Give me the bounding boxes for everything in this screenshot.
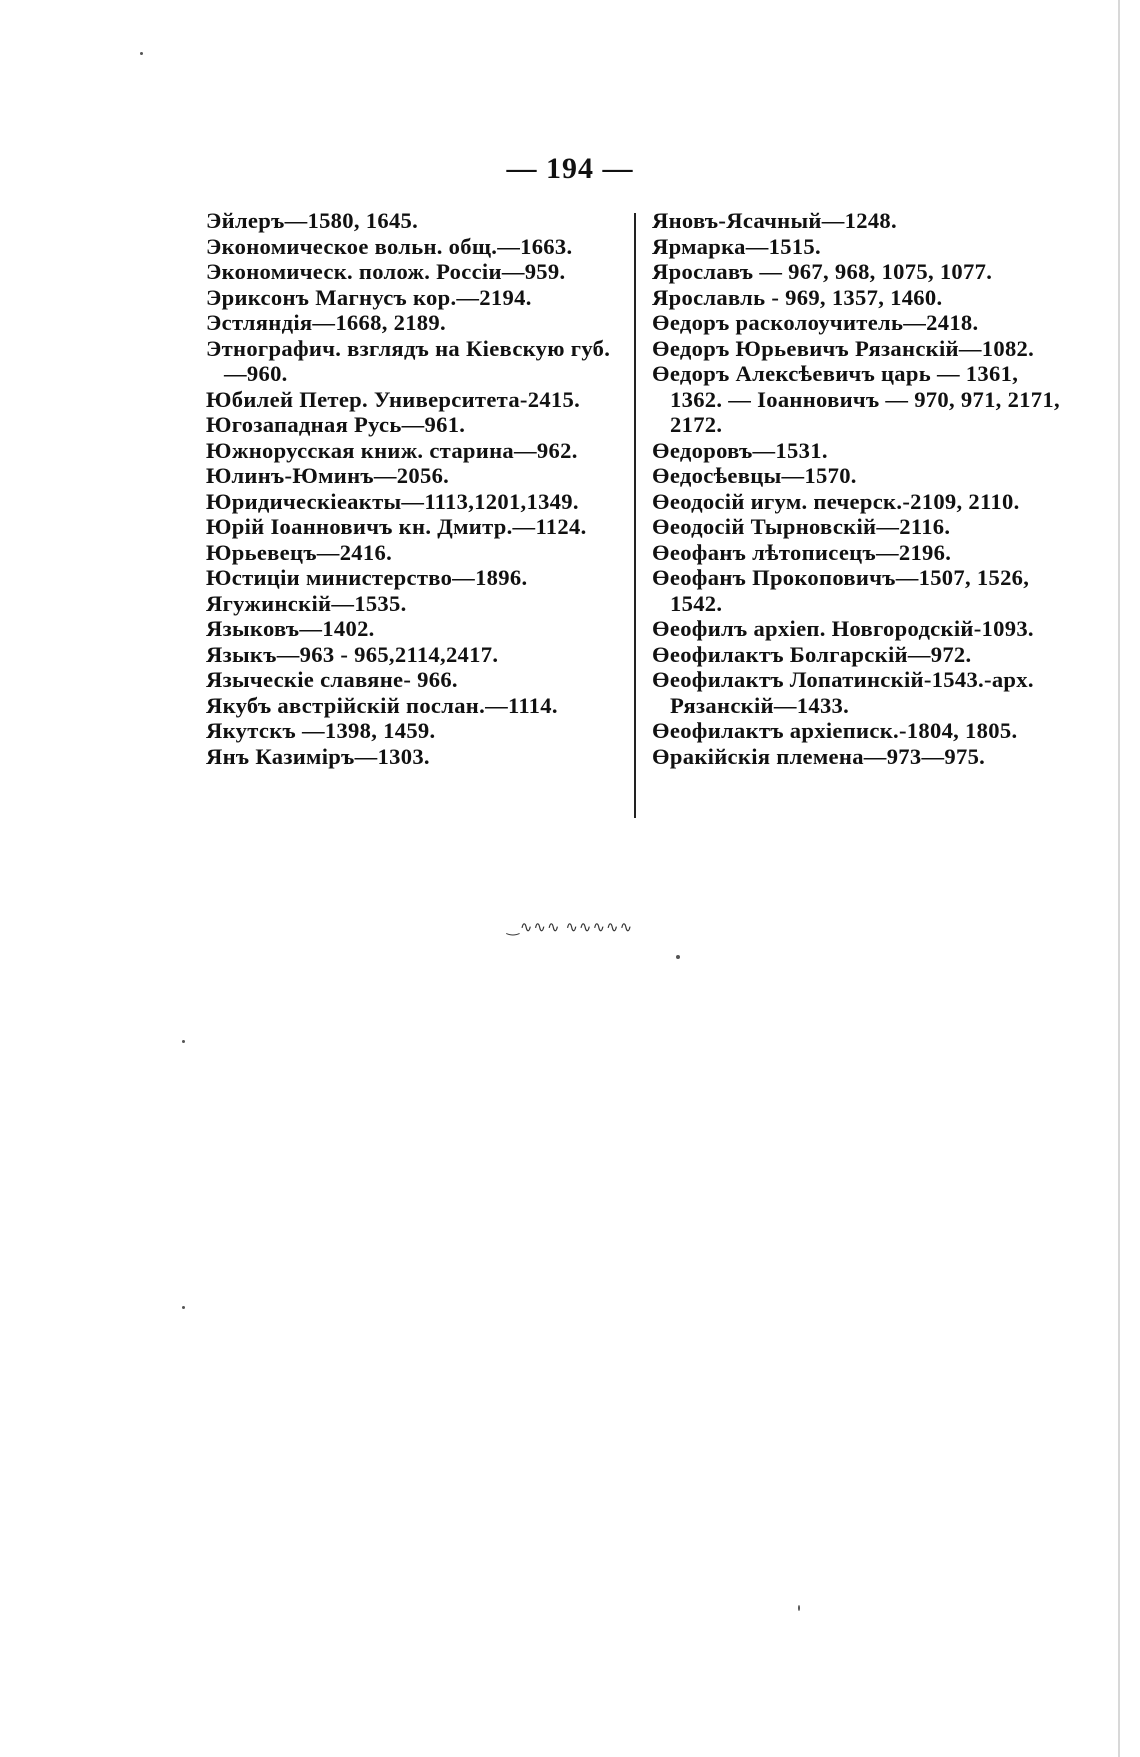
ornament-divider: ‿∿∿∿ ∿∿∿∿∿: [506, 920, 634, 936]
index-entry: Ярмарка—1515.: [652, 233, 821, 259]
index-entry: Языковъ—1402.: [206, 616, 375, 641]
index-entry: Экономическое вольн. общ.—1663.: [206, 233, 573, 259]
index-entry: Ягужинскiй—1535.: [206, 590, 407, 616]
index-entry: Эйлеръ—1580, 1645.: [206, 208, 419, 233]
index-entry: Югозападная Русь—961.: [206, 412, 466, 437]
index-entry: Ярославъ — 967, 968, 1075, 1077.: [652, 259, 993, 284]
index-entry: Юстицiи министерство—1896.: [206, 565, 528, 590]
index-entry: Юбилей Петер. Университета-2415.: [206, 386, 581, 412]
index-entry: Яновъ-Ясачный—1248.: [652, 208, 897, 233]
index-entry: Южнорусская книж. старина—962.: [206, 437, 578, 463]
index-entry: Өедоръ Юрьевичъ Рязанскiй—1082.: [652, 335, 1035, 361]
index-entry: Эриксонъ Магнусъ кор.—2194.: [206, 284, 532, 310]
index-entry: Языкъ—963 - 965,2114,2417.: [206, 641, 499, 667]
print-speck: [676, 955, 680, 959]
index-entry: Өеодосiй игум. печерск.-2109, 2110.: [652, 488, 1020, 514]
index-entry: Эстляндiя—1668, 2189.: [206, 310, 446, 335]
index-entry: Экономическ. полож. Россiи—959.: [206, 259, 566, 284]
print-speck: [798, 1605, 800, 1611]
index-entry: Юрiй Iоанновичъ кн. Дмитр.—1124.: [206, 514, 587, 539]
index-column-left: [206, 208, 624, 769]
scan-edge-line: [1118, 0, 1120, 1757]
index-column-right: [652, 208, 1072, 769]
index-entry: Өракiйскiя племена—973—975.: [652, 743, 986, 769]
index-entry: Өеофанъ Прокоповичъ—1507, 1526, 1542.: [652, 565, 1030, 616]
index-entry: Якубъ австрiйскiй послан.—1114.: [206, 692, 558, 718]
index-entry: Өеофилактъ архiеписк.-1804, 1805.: [652, 718, 1018, 743]
index-entry: Өеофанъ лѣтописецъ—2196.: [652, 539, 952, 565]
page-number: — 194 —: [506, 152, 634, 185]
column-divider: [634, 213, 636, 818]
index-entry: Өеофилактъ Болгарскiй—972.: [652, 641, 972, 667]
print-speck: [182, 1040, 185, 1043]
index-entry: Янъ Казимiръ—1303.: [206, 743, 430, 769]
index-entry: Юридическiеакты—1113,1201,1349.: [206, 488, 579, 514]
index-entry: Өедоровъ—1531.: [652, 437, 828, 463]
index-entry: Юлинъ-Юминъ—2056.: [206, 463, 450, 488]
index-entry: Якутскъ —1398, 1459.: [206, 718, 436, 743]
index-entry: Юрьевецъ—2416.: [206, 539, 393, 565]
index-entry: Өедоръ Алексѣевичъ царь — 1361, 1362. — Iоанновичъ — 970, 971, 2171, 2172.: [652, 361, 1060, 437]
index-entry: Языческiе славяне- 966.: [206, 667, 458, 692]
index-entry: Этнографич. взглядъ на Кiевскую губ.—960.: [206, 335, 611, 386]
index-entry: Ярославль - 969, 1357, 1460.: [652, 284, 943, 310]
index-entry: Өеофилактъ Лопатинскiй-1543.-арх. Рязанскiй—1433.: [652, 667, 1034, 718]
index-entry: Өеодосiй Тырновскiй—2116.: [652, 514, 951, 539]
index-entry: Өедоръ расколоучитель—2418.: [652, 310, 979, 335]
print-speck: [182, 1306, 185, 1309]
index-entry: Өеофилъ архiеп. Новгородскiй-1093.: [652, 616, 1034, 641]
print-speck: [140, 52, 143, 55]
index-entry: Өедосѣевцы—1570.: [652, 463, 857, 488]
